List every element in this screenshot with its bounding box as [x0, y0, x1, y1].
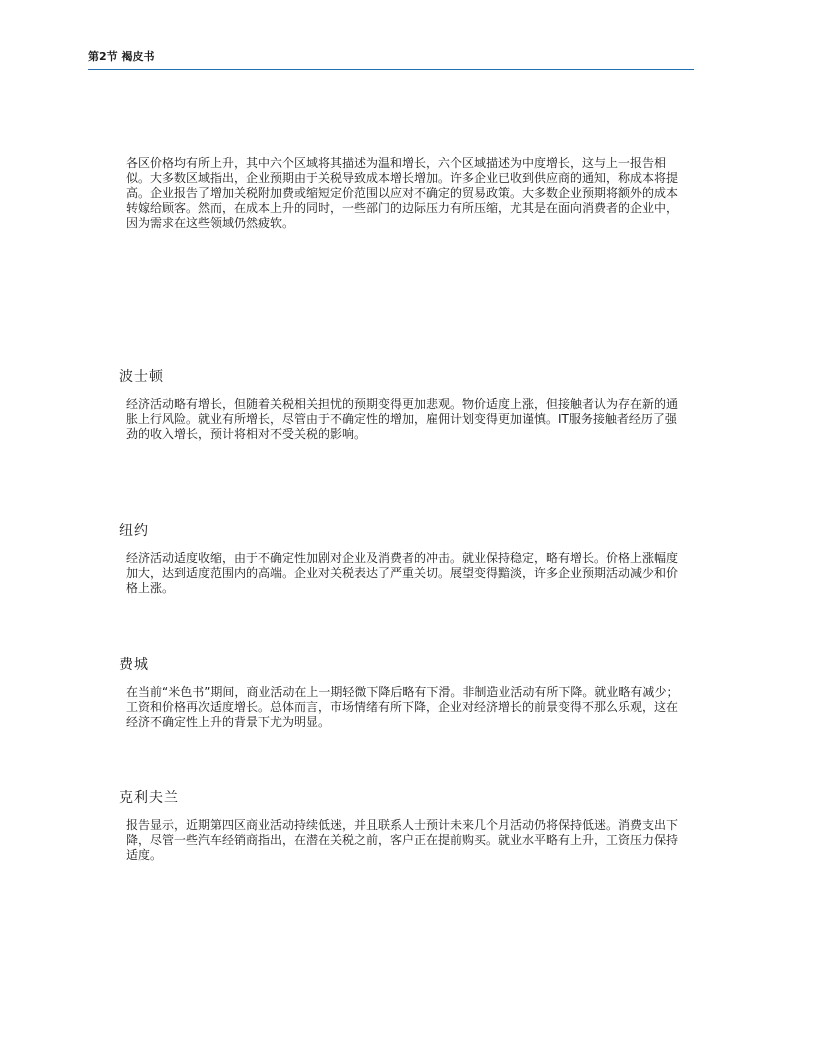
- section-paragraph-philadelphia: 在当前“米色书”期间，商业活动在上一期轻微下降后略有下滑。非制造业活动有所下降。就业略有减少；工资和价格再次适度增长。总体而言，市场情绪有所下降，企业对经济增长的前景变得不那么乐观，这在经济不确定性上升的背景下尤为明显。: [126, 685, 679, 729]
- section-header-title: 第2节 褐皮书: [88, 50, 155, 63]
- header-divider: [88, 69, 694, 70]
- section-new-york: [119, 522, 694, 596]
- section-cleveland: [119, 789, 694, 863]
- section-paragraph-boston: 经济活动略有增长，但随着关税相关担忧的预期变得更加悲观。物价适度上涨，但接触者认为存在新的通胀上行风险。就业有所增长，尽管由于不确定性的增加，雇佣计划变得更加谨慎。IT服务接触者经历了强劲的收入增长，预计将相对不受关税的影响。: [126, 397, 679, 441]
- section-boston: [119, 368, 694, 442]
- section-paragraph-new-york: 经济活动适度收缩，由于不确定性加剧对企业及消费者的冲击。就业保持稳定，略有增长。价格上涨幅度加大，达到适度范围内的高端。企业对关税表达了严重关切。展望变得黯淡，许多企业预期活动减少和价格上涨。: [126, 551, 679, 595]
- section-philadelphia: [119, 656, 694, 730]
- section-title-cleveland: 克利夫兰: [119, 790, 179, 806]
- section-title-boston: 波士顿: [119, 369, 164, 385]
- intro-paragraph: 各区价格均有所上升，其中六个区域将其描述为温和增长，六个区域描述为中度增长，这与上一报告相似。大多数区域指出，企业预期由于关税导致成本增长增加。许多企业已收到供应商的通知，称成本将提高。企业报告了增加关税附加费或缩短定价范围以应对不确定的贸易政策。大多数企业预期将额外的成本转嫁给顾客。然而，在成本上升的同时，一些部门的边际压力有所压缩，尤其是在面向消费者的企业中，因为需求在这些领域仍然疲软。: [126, 156, 679, 230]
- section-title-new-york: 纽约: [119, 523, 149, 539]
- section-title-philadelphia: 费城: [119, 657, 149, 673]
- page-header: [88, 50, 694, 70]
- section-paragraph-cleveland: 报告显示，近期第四区商业活动持续低迷，并且联系人士预计未来几个月活动仍将保持低迷。消费支出下降，尽管一些汽车经销商指出，在潜在关税之前，客户正在提前购买。就业水平略有上升，工资压力保持适度。: [126, 818, 679, 862]
- intro-block: [126, 156, 686, 231]
